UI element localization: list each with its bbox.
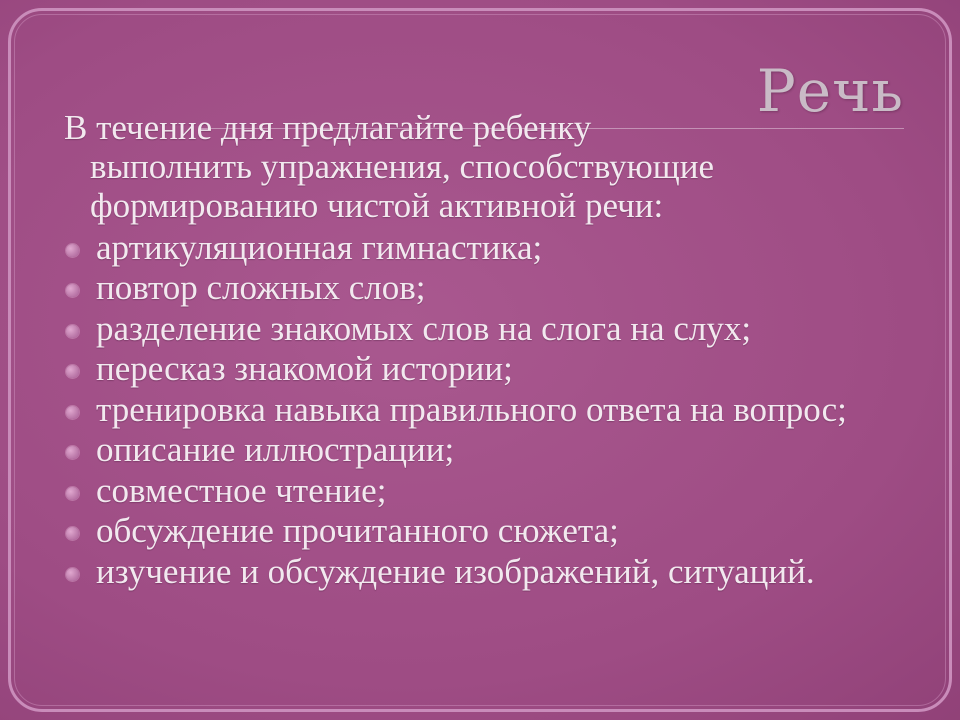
- bullet-icon: [66, 284, 79, 297]
- page-title: Речь: [756, 57, 904, 125]
- list-item: [50, 552, 930, 592]
- list-item: [50, 430, 930, 470]
- list-item-label: разделение знакомых слов на слога на слух;: [96, 308, 752, 348]
- bullet-list: [50, 228, 930, 592]
- bullet-icon: [66, 568, 79, 581]
- list-item-label: обсуждение прочитанного сюжета;: [96, 511, 619, 551]
- list-item: [50, 228, 930, 268]
- bullet-icon: [66, 406, 79, 419]
- lead-line-1: В течение дня предлагайте ребенку: [64, 108, 592, 147]
- list-item: [50, 268, 930, 308]
- bullet-icon: [66, 365, 79, 378]
- lead-line-2: выполнить упражнения, способствующие: [90, 147, 715, 187]
- list-item-label: пересказ знакомой истории;: [96, 349, 513, 389]
- list-item: [50, 349, 930, 389]
- bullet-icon: [66, 325, 79, 338]
- lead-line-3: формированию чистой активной речи:: [90, 186, 664, 226]
- list-item-label: артикуляционная гимнастика;: [96, 227, 543, 267]
- list-item-label: описание иллюстрации;: [96, 430, 455, 470]
- slide-content: [50, 108, 930, 592]
- lead-paragraph: [50, 108, 930, 226]
- bullet-icon: [66, 527, 79, 540]
- list-item-label: тренировка навыка правильного ответа на вопрос;: [96, 389, 847, 429]
- bullet-icon: [66, 487, 79, 500]
- list-item-label: совместное чтение;: [96, 470, 387, 510]
- bullet-icon: [66, 244, 79, 257]
- list-item-label: изучение и обсуждение изображений, ситуаций.: [96, 551, 815, 591]
- list-item: [50, 511, 930, 551]
- list-item: [50, 390, 930, 430]
- list-item: [50, 471, 930, 511]
- list-item-label: повтор сложных слов;: [96, 268, 426, 308]
- bullet-icon: [66, 446, 79, 459]
- list-item: [50, 309, 930, 349]
